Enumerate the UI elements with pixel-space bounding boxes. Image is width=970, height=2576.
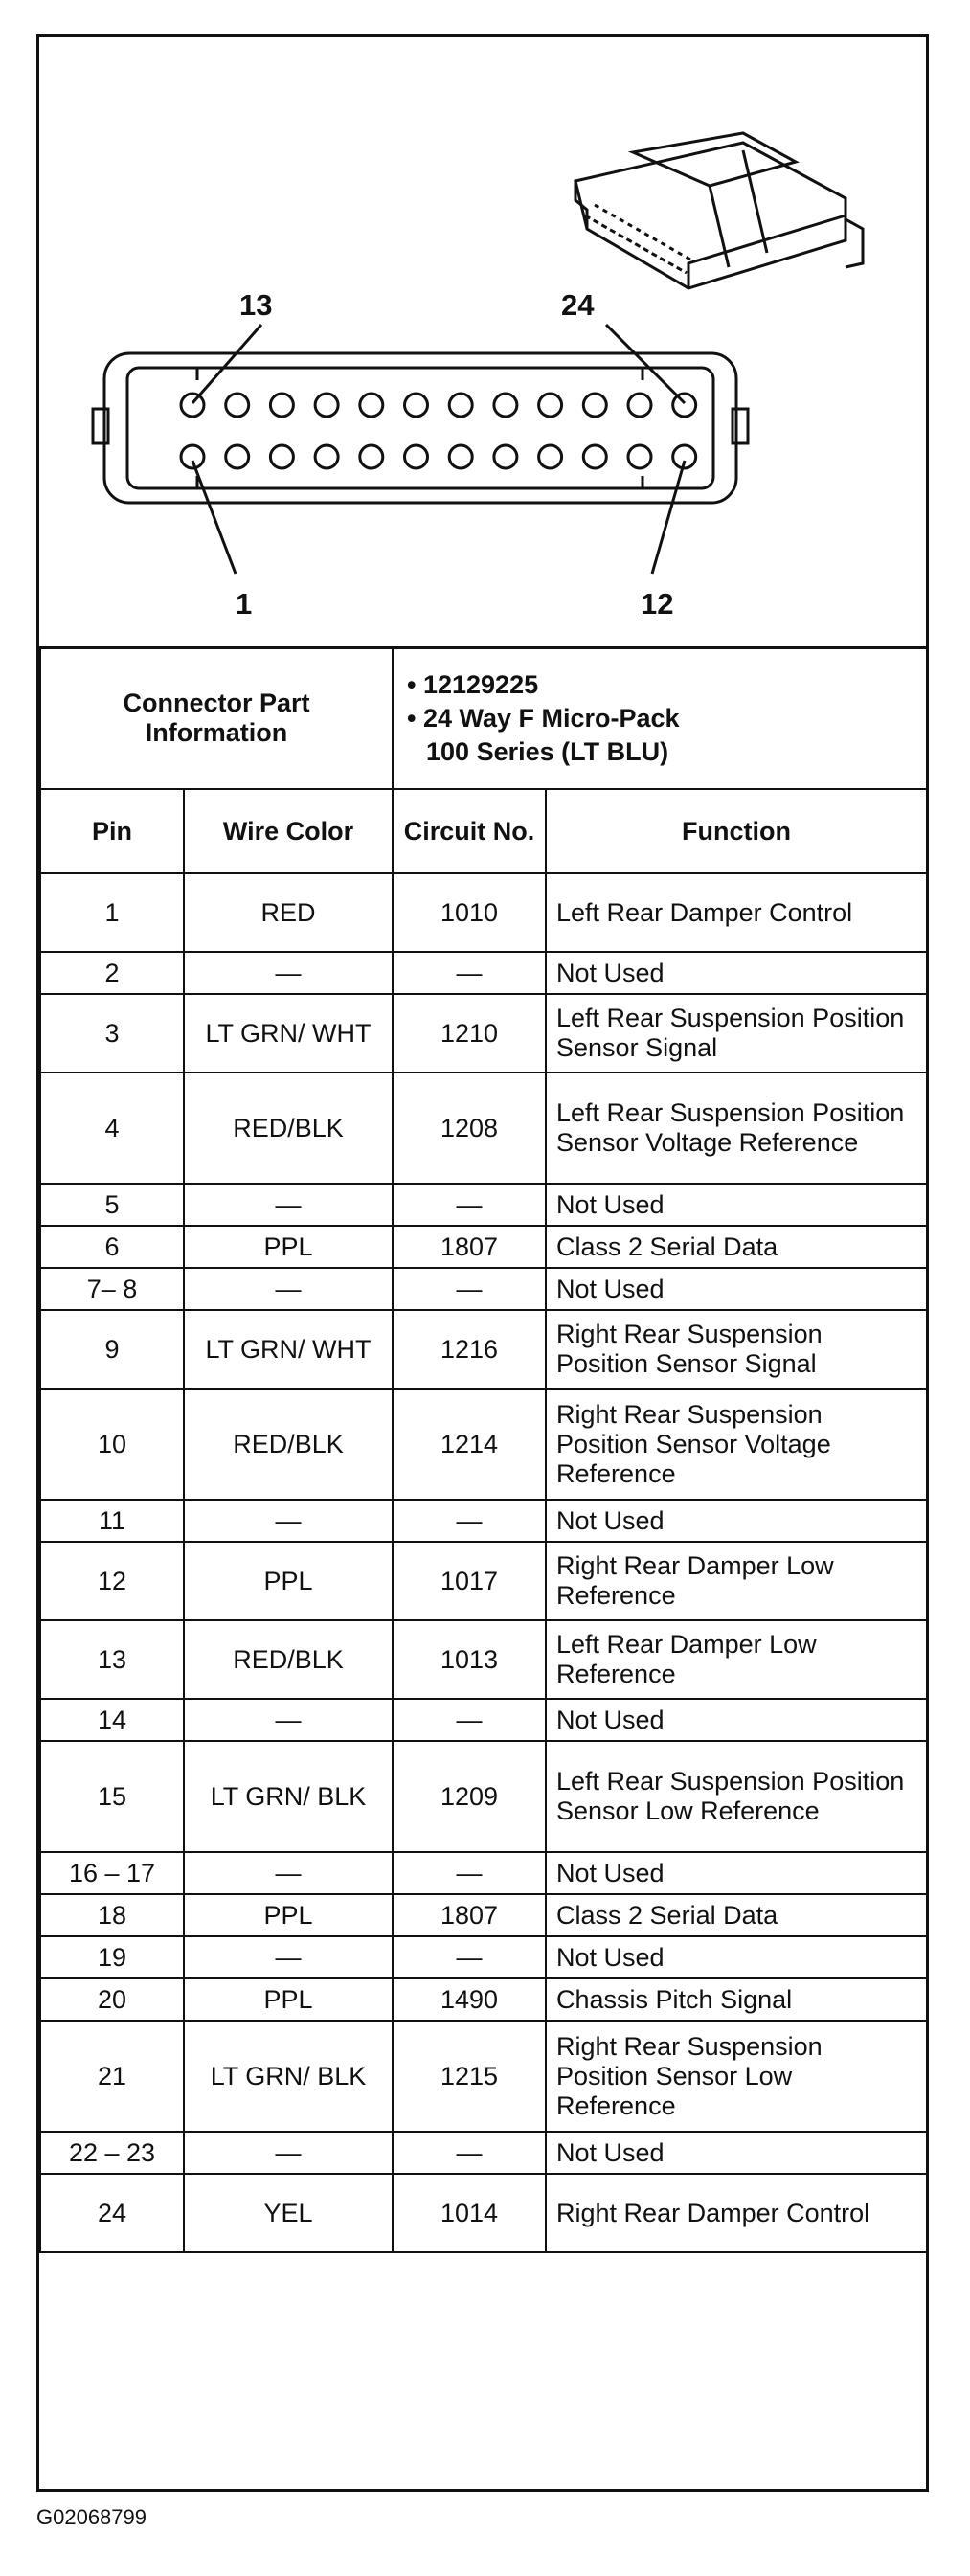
circuit-cell: 1490 (393, 1978, 546, 2021)
pin-cell: 13 (40, 1620, 184, 1699)
connector-part-info-label: Connector Part Information (40, 647, 393, 789)
function-cell: Left Rear Suspension Position Sensor Low Reference (546, 1741, 927, 1852)
function-cell: Not Used (546, 1852, 927, 1894)
table-row (40, 1894, 927, 1936)
circuit-cell: — (393, 1184, 546, 1226)
wire-color-cell: RED (184, 873, 393, 952)
pin-cell: 14 (40, 1699, 184, 1741)
connector-info-row (40, 647, 927, 789)
function-cell: Not Used (546, 1500, 927, 1542)
function-cell: Right Rear Suspension Position Sensor Voltage Reference (546, 1389, 927, 1500)
table-row (40, 1542, 927, 1620)
pin-hole (315, 394, 338, 417)
function-cell: Not Used (546, 1184, 927, 1226)
function-cell: Right Rear Suspension Position Sensor Low Reference (546, 2021, 927, 2132)
pin-hole (628, 394, 651, 417)
pin-cell: 3 (40, 994, 184, 1073)
pin-cell: 16 – 17 (40, 1852, 184, 1894)
wire-color-cell: RED/BLK (184, 1620, 393, 1699)
pin-cell: 9 (40, 1310, 184, 1389)
pin-hole (270, 394, 293, 417)
function-cell: Right Rear Damper Control (546, 2174, 927, 2252)
table-row (40, 2021, 927, 2132)
pin-holes (181, 394, 696, 468)
connector-chart (36, 34, 929, 2492)
function-cell: Right Rear Damper Low Reference (546, 1542, 927, 1620)
wire-color-cell: RED/BLK (184, 1389, 393, 1500)
pin-cell: 12 (40, 1542, 184, 1620)
wire-color-cell: LT GRN/ BLK (184, 2021, 393, 2132)
pin-hole (494, 445, 517, 468)
wire-color-cell: — (184, 1500, 393, 1542)
pinout-table (39, 646, 928, 2253)
pin-hole (583, 445, 606, 468)
circuit-cell: 1214 (393, 1389, 546, 1500)
table-row (40, 994, 927, 1073)
pin-hole (360, 394, 383, 417)
circuit-cell: — (393, 2132, 546, 2174)
wire-color-cell: YEL (184, 2174, 393, 2252)
pin-hole (270, 445, 293, 468)
table-row (40, 1268, 927, 1310)
pin-hole (315, 445, 338, 468)
wire-color-cell: PPL (184, 1542, 393, 1620)
wire-color-cell: — (184, 1268, 393, 1310)
connector-3d-sketch (575, 133, 863, 288)
wire-color-cell: — (184, 1936, 393, 1978)
table-row (40, 1936, 927, 1978)
table-row (40, 1073, 927, 1184)
wire-color-cell: PPL (184, 1978, 393, 2021)
circuit-cell: — (393, 952, 546, 994)
pin-cell: 15 (40, 1741, 184, 1852)
wire-color-cell: LT GRN/ WHT (184, 994, 393, 1073)
circuit-cell: 1017 (393, 1542, 546, 1620)
pin-label-24: 24 (561, 288, 595, 322)
pin-cell: 4 (40, 1073, 184, 1184)
function-cell: Not Used (546, 952, 927, 994)
pin-hole (181, 394, 204, 417)
function-cell: Not Used (546, 1699, 927, 1741)
circuit-cell: — (393, 1936, 546, 1978)
pin-leader-lines (192, 325, 685, 574)
circuit-cell: 1208 (393, 1073, 546, 1184)
header-pin: Pin (40, 789, 184, 873)
function-cell: Not Used (546, 1936, 927, 1978)
table-row (40, 1500, 927, 1542)
table-row (40, 1226, 927, 1268)
pin-label-13: 13 (239, 288, 273, 322)
pin-hole (673, 394, 696, 417)
pin-hole (405, 445, 428, 468)
function-cell: Not Used (546, 2132, 927, 2174)
pin-cell: 20 (40, 1978, 184, 2021)
pin-cell: 21 (40, 2021, 184, 2132)
wire-color-cell: — (184, 1184, 393, 1226)
pin-cell: 5 (40, 1184, 184, 1226)
connector-diagram (39, 37, 926, 649)
connector-part-info (393, 647, 927, 789)
function-cell: Right Rear Suspension Position Sensor Signal (546, 1310, 927, 1389)
table-row (40, 1741, 927, 1852)
circuit-cell: 1210 (393, 994, 546, 1073)
circuit-cell: 1013 (393, 1620, 546, 1699)
wire-color-cell: RED/BLK (184, 1073, 393, 1184)
wire-color-cell: — (184, 1852, 393, 1894)
pin-label-1: 1 (236, 587, 253, 621)
pin-label-12: 12 (641, 587, 674, 621)
pin-hole (539, 445, 562, 468)
circuit-cell: 1807 (393, 1894, 546, 1936)
wire-color-cell: PPL (184, 1894, 393, 1936)
table-row (40, 952, 927, 994)
circuit-cell: 1216 (393, 1310, 546, 1389)
wire-color-cell: — (184, 2132, 393, 2174)
pin-hole (628, 445, 651, 468)
circuit-cell: 1209 (393, 1741, 546, 1852)
pin-cell: 18 (40, 1894, 184, 1936)
pin-hole (226, 394, 249, 417)
part-number: • 12129225 (407, 669, 539, 699)
pin-hole (494, 394, 517, 417)
table-row (40, 2132, 927, 2174)
pin-hole (539, 394, 562, 417)
function-cell: Chassis Pitch Signal (546, 1978, 927, 2021)
table-row (40, 873, 927, 952)
table-row (40, 2174, 927, 2252)
circuit-cell: — (393, 1500, 546, 1542)
pin-hole (449, 394, 472, 417)
pin-cell: 19 (40, 1936, 184, 1978)
circuit-cell: 1807 (393, 1226, 546, 1268)
circuit-cell: 1014 (393, 2174, 546, 2252)
column-header-row (40, 789, 927, 873)
header-function: Function (546, 789, 927, 873)
table-row (40, 1389, 927, 1500)
connector-description-2: 100 Series (LT BLU) (426, 736, 669, 766)
pin-cell: 24 (40, 2174, 184, 2252)
circuit-cell: — (393, 1852, 546, 1894)
table-row (40, 1699, 927, 1741)
figure-id: G02068799 (36, 2505, 147, 2529)
wire-color-cell: PPL (184, 1226, 393, 1268)
circuit-cell: — (393, 1268, 546, 1310)
function-cell: Left Rear Suspension Position Sensor Signal (546, 994, 927, 1073)
pin-cell: 10 (40, 1389, 184, 1500)
pin-hole (181, 445, 204, 468)
pin-cell: 22 – 23 (40, 2132, 184, 2174)
table-row (40, 1978, 927, 2021)
circuit-cell: — (393, 1699, 546, 1741)
table-row (40, 1310, 927, 1389)
wire-color-cell: LT GRN/ BLK (184, 1741, 393, 1852)
connector-description-1: • 24 Way F Micro-Pack (407, 703, 680, 733)
connector-face-illustration (39, 37, 926, 646)
function-cell: Class 2 Serial Data (546, 1226, 927, 1268)
wire-color-cell: LT GRN/ WHT (184, 1310, 393, 1389)
pin-cell: 6 (40, 1226, 184, 1268)
function-cell: Not Used (546, 1268, 927, 1310)
pin-hole (360, 445, 383, 468)
pin-hole (226, 445, 249, 468)
function-cell: Left Rear Damper Control (546, 873, 927, 952)
pin-cell: 7– 8 (40, 1268, 184, 1310)
function-cell: Left Rear Damper Low Reference (546, 1620, 927, 1699)
pin-cell: 1 (40, 873, 184, 952)
header-circuit-no: Circuit No. (393, 789, 546, 873)
pin-hole (405, 394, 428, 417)
table-row (40, 1184, 927, 1226)
table-row (40, 1852, 927, 1894)
table-row (40, 1620, 927, 1699)
pin-hole (449, 445, 472, 468)
header-wire-color: Wire Color (184, 789, 393, 873)
function-cell: Left Rear Suspension Position Sensor Voltage Reference (546, 1073, 927, 1184)
circuit-cell: 1215 (393, 2021, 546, 2132)
function-cell: Class 2 Serial Data (546, 1894, 927, 1936)
wire-color-cell: — (184, 1699, 393, 1741)
pin-hole (583, 394, 606, 417)
pin-cell: 2 (40, 952, 184, 994)
pin-cell: 11 (40, 1500, 184, 1542)
connector-body (93, 353, 748, 503)
circuit-cell: 1010 (393, 873, 546, 952)
wire-color-cell: — (184, 952, 393, 994)
